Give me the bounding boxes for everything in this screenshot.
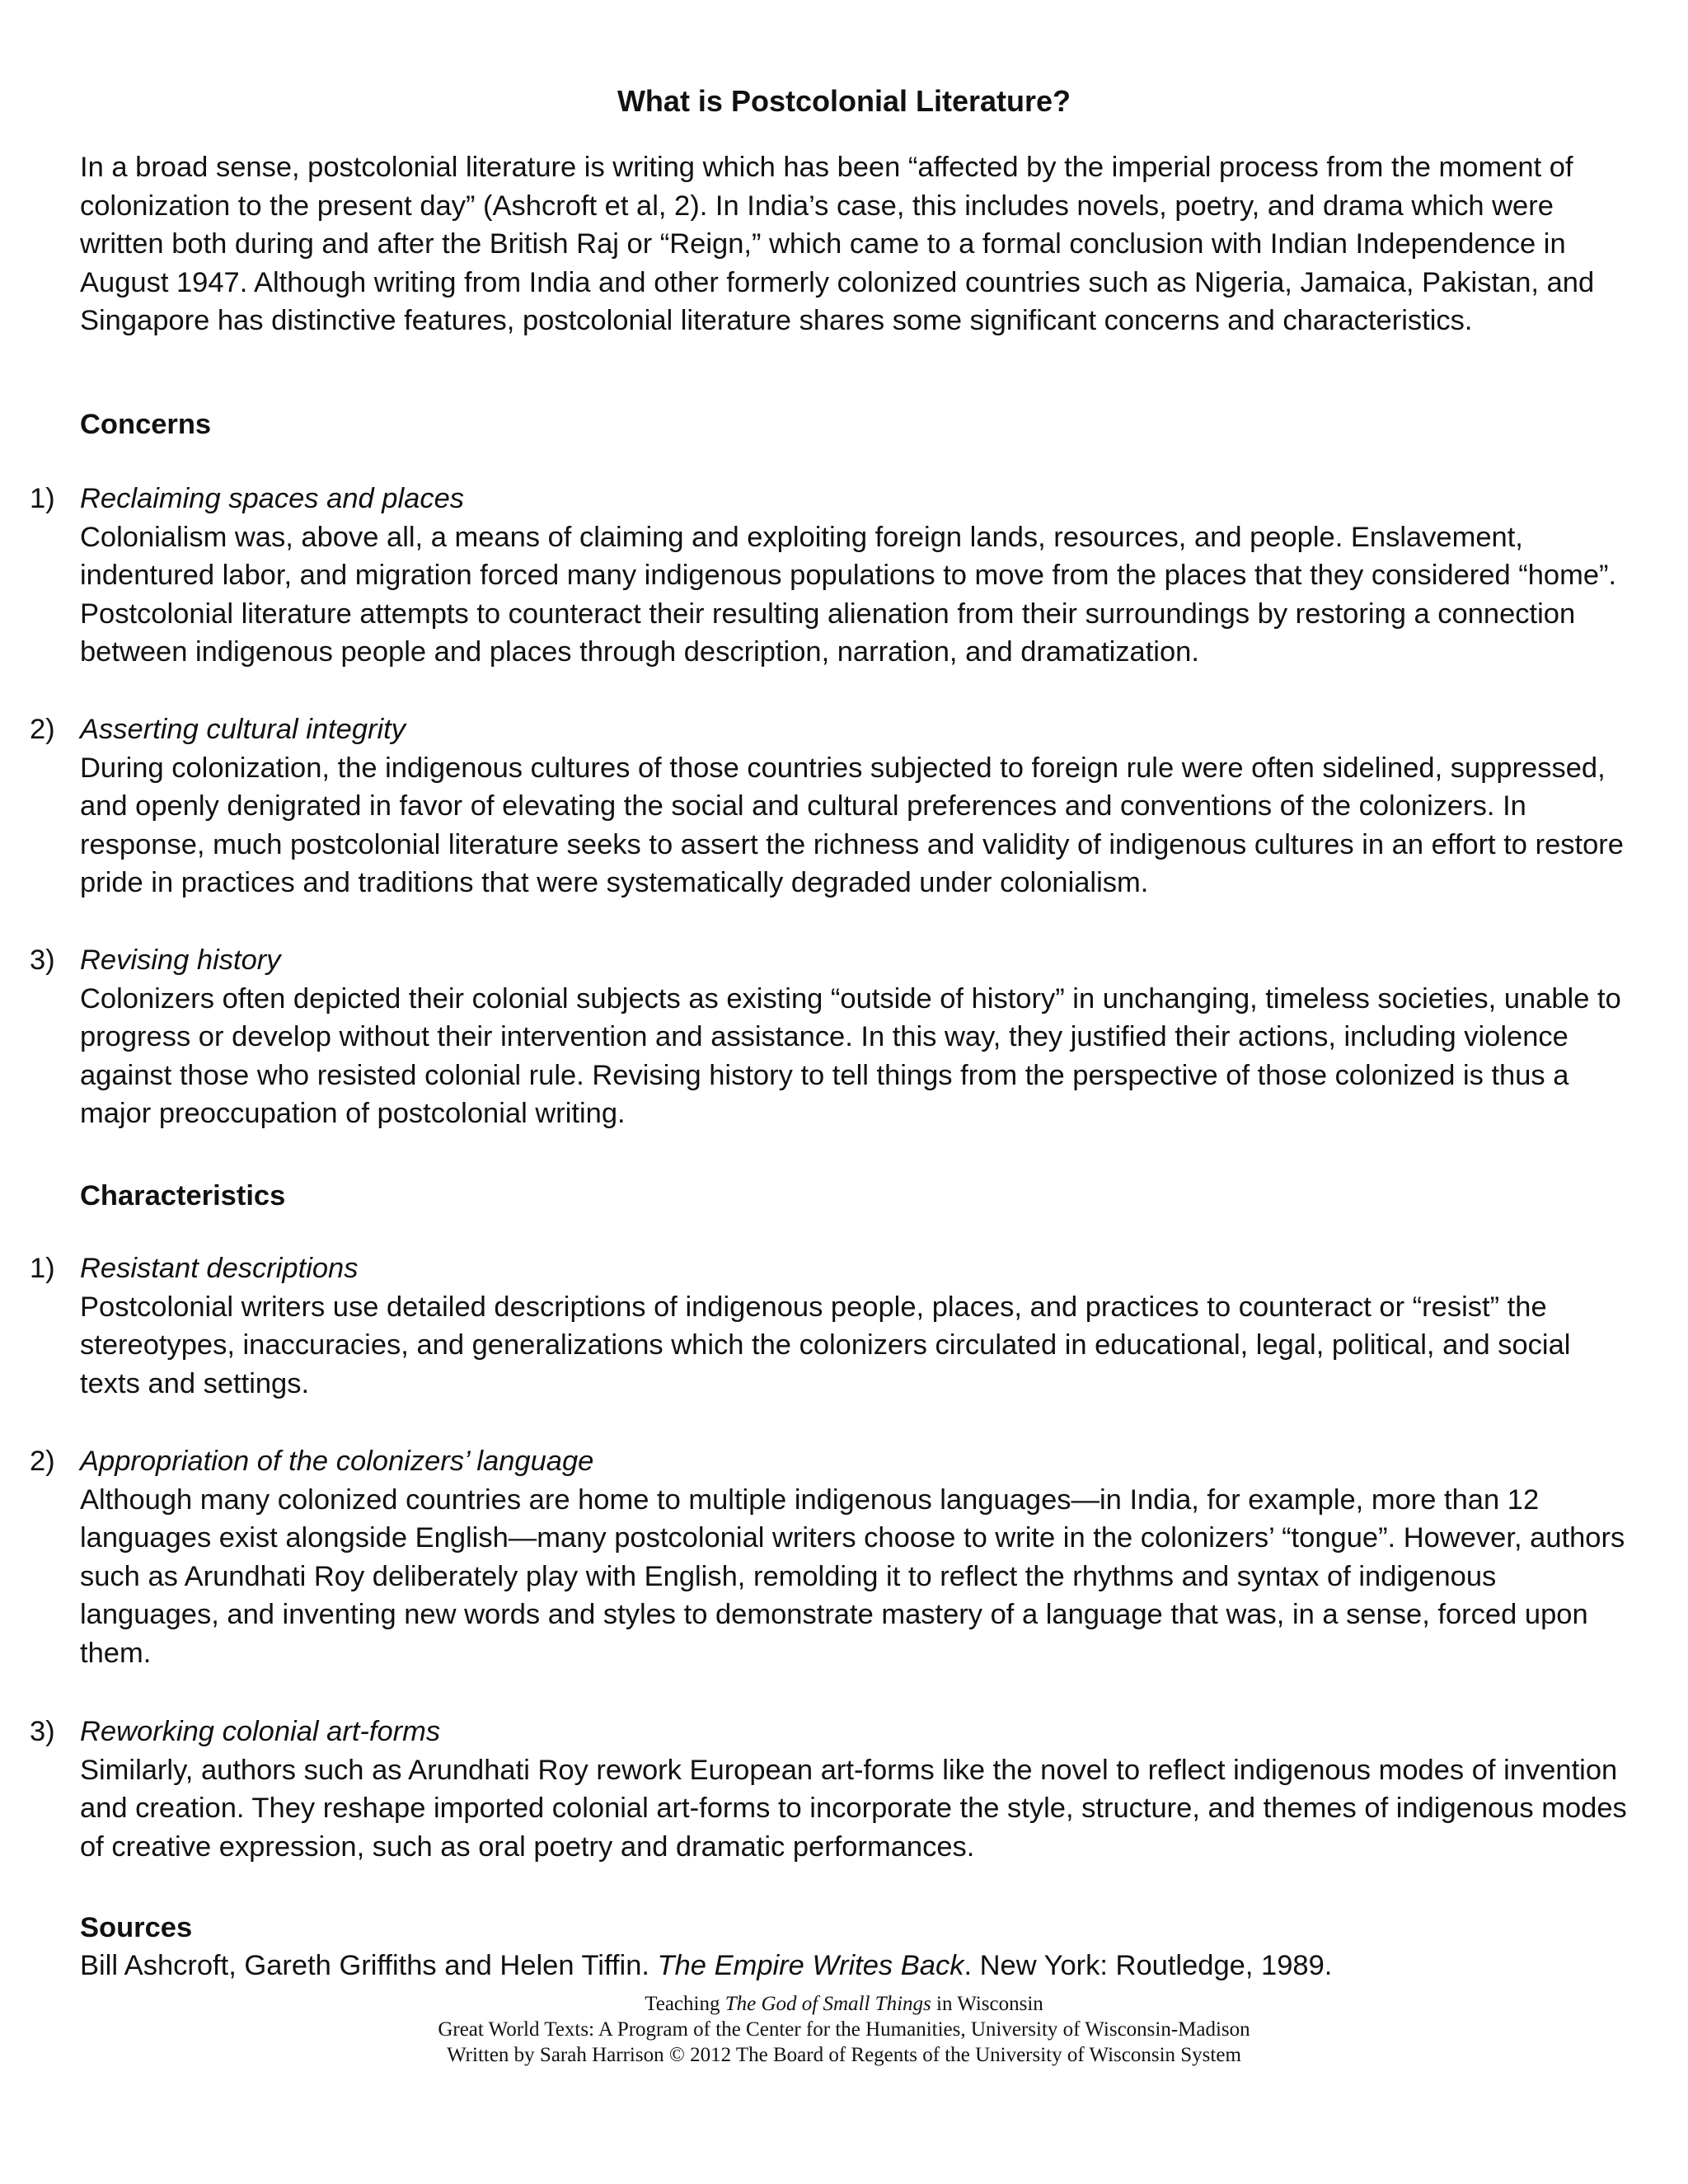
citation-publication: . New York: Routledge, 1989. [964,1950,1333,1981]
citation-book-title: The Empire Writes Back [657,1950,964,1981]
item-body: During colonization, the indigenous cultures of those countries subjected to foreign rule were often sidelined, suppressed, and openly denigrated in favor of elevating the social and cultural preferences and conventions of the colonizers. In response, much postcolonial literature seeks to assert the richness and validity of indigenous cultures in an effort to restore pride in practices and traditions that were systematically degraded under colonialism. [80,752,1624,898]
citation-authors: Bill Ashcroft, Gareth Griffiths and Helen Tiffin. [80,1950,658,1981]
item-body: Colonialism was, above all, a means of claiming and exploiting foreign lands, resources, and people. Enslavement, indentured labor, and migration forced many indigenous populations to move from the places that they considered “home”. Postcolonial literature attempts to counteract their resulting alienation from their surroundings by restoring a connection between indigenous people and places through description, narration, and dramatization. [80,521,1617,668]
footer-line-1-prefix: Teaching [645,1993,725,2015]
item-body: Postcolonial writers use detailed descriptions of indigenous people, places, and practices to counteract or “resist” the stereotypes, inaccuracies, and generalizations which the colonizers circulated in educational, legal, political, and social texts and settings. [80,1291,1571,1399]
sources-heading: Sources [80,1912,193,1943]
item-body: Colonizers often depicted their colonial subjects as existing “outside of history” in unchanging, timeless societies, unable to progress or develop without their intervention and assistance. In this way, they justified their actions, including violence against those who resisted colonial rule. Revising history to tell things from the perspective of those colonized is thus a major preoccupation of postcolonial writing. [80,982,1621,1129]
item-number: 1) [30,483,55,514]
footer-line-2: Great World Texts: A Program of the Center for the Humanities, University of Wisconsin-Madison [438,2018,1250,2041]
footer-line-1 [0,1991,1688,2017]
characteristics-heading: Characteristics [80,1180,286,1212]
footer-line-3: Written by Sarah Harrison © 2012 The Board of Regents of the University of Wisconsin System [447,2044,1241,2066]
item-number: 1) [30,1253,55,1284]
item-title: Asserting cultural integrity [80,714,406,745]
item-title: Resistant descriptions [80,1253,359,1284]
item-title: Reworking colonial art-forms [80,1716,441,1747]
item-number: 3) [30,944,55,976]
concerns-heading: Concerns [80,409,212,440]
item-number: 2) [30,1446,55,1477]
source-citation [80,1947,1332,1985]
page-title: What is Postcolonial Literature? [617,84,1071,118]
item-body: Similarly, authors such as Arundhati Roy rework European art-forms like the novel to reflect indigenous modes of invention and creation. They reshape imported colonial art-forms to incorporate the style, structure, and themes of indigenous modes of creative expression, such as oral poetry and dramatic performances. [80,1754,1627,1863]
item-number: 3) [30,1716,55,1747]
item-title: Reclaiming spaces and places [80,483,465,514]
intro-paragraph: In a broad sense, postcolonial literature is writing which has been “affected by the imperial process from the moment of colonization to the present day” (Ashcroft et al, 2). In India’s case, this includes novels, poetry, and drama which were written both during and after the British Raj or “Reign,” which came to a formal conclusion with Indian Independence in August 1947. Although writing from India and other formerly colonized countries such as Nigeria, Jamaica, Pakistan, and Singapore has distinctive features, postcolonial literature shares some significant concerns and characteristics. [80,152,1595,336]
footer-line-1-suffix: in Wisconsin [931,1993,1043,2015]
footer-book-title: The God of Small Things [724,1993,931,2015]
item-title: Revising history [80,944,281,976]
page-footer [0,1991,1688,2068]
item-number: 2) [30,714,55,745]
item-title: Appropriation of the colonizers’ language [80,1446,594,1477]
item-body: Although many colonized countries are home to multiple indigenous languages—in India, for example, more than 12 languages exist alongside English—many postcolonial writers choose to write in the colonizers’ “tongue”. However, authors such as Arundhati Roy deliberately play with English, remolding it to reflect the rhythms and syntax of indigenous languages, and inventing new words and styles to demonstrate mastery of a language that was, in a sense, forced upon them. [80,1483,1625,1669]
